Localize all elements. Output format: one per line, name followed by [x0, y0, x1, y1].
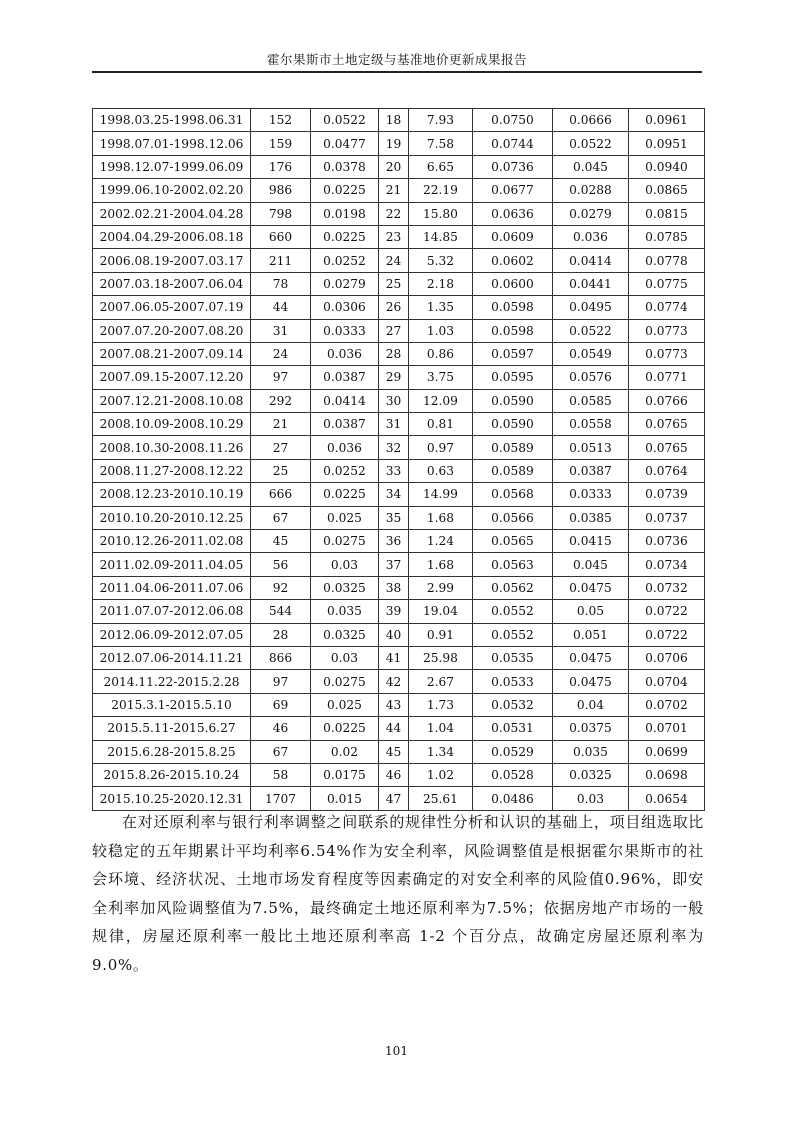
cell-period: 2012.06.09-2012.07.05 — [93, 623, 251, 646]
cell-index: 25 — [379, 272, 409, 295]
cell-period: 1998.03.25-1998.06.31 — [93, 109, 251, 132]
cell-deposit-rate: 0.0279 — [553, 202, 629, 225]
cell-avg-rate: 0.0563 — [473, 553, 553, 576]
table-row — [93, 109, 705, 132]
cell-deposit-rate: 0.045 — [553, 553, 629, 576]
cell-days: 21 — [251, 413, 311, 436]
cell-rate: 0.0325 — [311, 623, 379, 646]
cell-index: 45 — [379, 740, 409, 763]
cell-period: 2007.09.15-2007.12.20 — [93, 366, 251, 389]
cell-avg-rate: 0.0589 — [473, 459, 553, 482]
table-row — [93, 389, 705, 412]
cell-combined-rate: 0.0765 — [629, 413, 705, 436]
cell-deposit-rate: 0.035 — [553, 740, 629, 763]
table-row — [93, 202, 705, 225]
cell-avg-rate: 0.0636 — [473, 202, 553, 225]
table-row — [93, 319, 705, 342]
cell-weighted: 15.80 — [409, 202, 473, 225]
cell-avg-rate: 0.0677 — [473, 179, 553, 202]
cell-combined-rate: 0.0778 — [629, 249, 705, 272]
cell-combined-rate: 0.0765 — [629, 436, 705, 459]
cell-days: 666 — [251, 483, 311, 506]
cell-period: 2015.8.26-2015.10.24 — [93, 763, 251, 786]
cell-index: 43 — [379, 693, 409, 716]
cell-period: 1999.06.10-2002.02.20 — [93, 179, 251, 202]
cell-days: 67 — [251, 740, 311, 763]
table-row — [93, 646, 705, 669]
cell-index: 28 — [379, 342, 409, 365]
cell-weighted: 1.02 — [409, 763, 473, 786]
cell-weighted: 5.32 — [409, 249, 473, 272]
cell-deposit-rate: 0.051 — [553, 623, 629, 646]
cell-days: 159 — [251, 132, 311, 155]
cell-deposit-rate: 0.0666 — [553, 109, 629, 132]
cell-period: 2010.12.26-2011.02.08 — [93, 530, 251, 553]
cell-avg-rate: 0.0597 — [473, 342, 553, 365]
cell-index: 31 — [379, 413, 409, 436]
cell-period: 2007.12.21-2008.10.08 — [93, 389, 251, 412]
interest-rate-table — [92, 108, 705, 811]
table-row — [93, 132, 705, 155]
cell-period: 2015.5.11-2015.6.27 — [93, 717, 251, 740]
cell-combined-rate: 0.0698 — [629, 763, 705, 786]
cell-index: 34 — [379, 483, 409, 506]
cell-weighted: 2.99 — [409, 576, 473, 599]
cell-weighted: 7.93 — [409, 109, 473, 132]
cell-weighted: 25.98 — [409, 646, 473, 669]
cell-index: 22 — [379, 202, 409, 225]
table-row — [93, 763, 705, 786]
cell-period: 2011.07.07-2012.06.08 — [93, 600, 251, 623]
cell-combined-rate: 0.0951 — [629, 132, 705, 155]
cell-days: 92 — [251, 576, 311, 599]
cell-days: 97 — [251, 366, 311, 389]
cell-weighted: 1.34 — [409, 740, 473, 763]
cell-days: 176 — [251, 155, 311, 178]
table-row — [93, 693, 705, 716]
cell-avg-rate: 0.0589 — [473, 436, 553, 459]
table-row — [93, 670, 705, 693]
cell-days: 544 — [251, 600, 311, 623]
cell-period: 2007.06.05-2007.07.19 — [93, 296, 251, 319]
cell-avg-rate: 0.0562 — [473, 576, 553, 599]
cell-deposit-rate: 0.0549 — [553, 342, 629, 365]
cell-weighted: 1.68 — [409, 506, 473, 529]
cell-period: 1998.07.01-1998.12.06 — [93, 132, 251, 155]
cell-period: 2015.3.1-2015.5.10 — [93, 693, 251, 716]
cell-period: 2015.10.25-2020.12.31 — [93, 787, 251, 810]
cell-rate: 0.0225 — [311, 179, 379, 202]
cell-period: 2010.10.20-2010.12.25 — [93, 506, 251, 529]
cell-deposit-rate: 0.0576 — [553, 366, 629, 389]
cell-rate: 0.0333 — [311, 319, 379, 342]
cell-combined-rate: 0.0940 — [629, 155, 705, 178]
cell-combined-rate: 0.0774 — [629, 296, 705, 319]
cell-avg-rate: 0.0532 — [473, 693, 553, 716]
cell-weighted: 1.04 — [409, 717, 473, 740]
cell-rate: 0.035 — [311, 600, 379, 623]
cell-index: 20 — [379, 155, 409, 178]
cell-period: 2008.10.09-2008.10.29 — [93, 413, 251, 436]
table-row — [93, 155, 705, 178]
cell-avg-rate: 0.0598 — [473, 319, 553, 342]
cell-days: 46 — [251, 717, 311, 740]
cell-days: 986 — [251, 179, 311, 202]
cell-days: 67 — [251, 506, 311, 529]
cell-combined-rate: 0.0815 — [629, 202, 705, 225]
cell-index: 33 — [379, 459, 409, 482]
table-row — [93, 272, 705, 295]
cell-avg-rate: 0.0566 — [473, 506, 553, 529]
cell-deposit-rate: 0.0385 — [553, 506, 629, 529]
cell-deposit-rate: 0.0558 — [553, 413, 629, 436]
cell-period: 2008.10.30-2008.11.26 — [93, 436, 251, 459]
cell-rate: 0.036 — [311, 342, 379, 365]
cell-weighted: 25.61 — [409, 787, 473, 810]
cell-avg-rate: 0.0533 — [473, 670, 553, 693]
table-row — [93, 600, 705, 623]
cell-rate: 0.0198 — [311, 202, 379, 225]
table-row — [93, 623, 705, 646]
cell-days: 211 — [251, 249, 311, 272]
cell-rate: 0.0387 — [311, 413, 379, 436]
cell-avg-rate: 0.0600 — [473, 272, 553, 295]
cell-days: 25 — [251, 459, 311, 482]
cell-weighted: 0.86 — [409, 342, 473, 365]
cell-weighted: 0.91 — [409, 623, 473, 646]
cell-weighted: 12.09 — [409, 389, 473, 412]
cell-rate: 0.0414 — [311, 389, 379, 412]
cell-combined-rate: 0.0704 — [629, 670, 705, 693]
cell-deposit-rate: 0.0475 — [553, 576, 629, 599]
cell-index: 29 — [379, 366, 409, 389]
cell-deposit-rate: 0.0387 — [553, 459, 629, 482]
cell-rate: 0.0306 — [311, 296, 379, 319]
body-paragraph: 在对还原利率与银行利率调整之间联系的规律性分析和认识的基础上，项目组选取比较稳定的五年期累计平均利率6.54%作为安全利率，风险调整值是根据霍尔果斯市的社会环境、经济状况、土地市场发育程度等因素确定的对安全利率的风险值0.96%，即安全利率加风险调整值为7.5%，最终确定土地还原利率为7.5%；依据房地产市场的一般规律，房屋还原利率一般比土地还原利率高 1-2 个百分点，故确定房屋还原利率为9.0%。 — [92, 813, 704, 974]
cell-rate: 0.0387 — [311, 366, 379, 389]
cell-avg-rate: 0.0736 — [473, 155, 553, 178]
cell-deposit-rate: 0.0522 — [553, 132, 629, 155]
cell-index: 21 — [379, 179, 409, 202]
cell-days: 24 — [251, 342, 311, 365]
cell-weighted: 0.97 — [409, 436, 473, 459]
cell-deposit-rate: 0.0325 — [553, 763, 629, 786]
cell-days: 78 — [251, 272, 311, 295]
cell-avg-rate: 0.0535 — [473, 646, 553, 669]
cell-combined-rate: 0.0865 — [629, 179, 705, 202]
cell-index: 39 — [379, 600, 409, 623]
cell-deposit-rate: 0.036 — [553, 225, 629, 248]
cell-deposit-rate: 0.0585 — [553, 389, 629, 412]
cell-avg-rate: 0.0598 — [473, 296, 553, 319]
cell-rate: 0.0225 — [311, 483, 379, 506]
cell-weighted: 1.03 — [409, 319, 473, 342]
cell-period: 2008.12.23-2010.10.19 — [93, 483, 251, 506]
cell-weighted: 1.35 — [409, 296, 473, 319]
cell-days: 45 — [251, 530, 311, 553]
cell-index: 44 — [379, 717, 409, 740]
cell-deposit-rate: 0.0333 — [553, 483, 629, 506]
cell-combined-rate: 0.0722 — [629, 600, 705, 623]
cell-combined-rate: 0.0706 — [629, 646, 705, 669]
cell-index: 40 — [379, 623, 409, 646]
cell-period: 2011.02.09-2011.04.05 — [93, 553, 251, 576]
cell-avg-rate: 0.0531 — [473, 717, 553, 740]
cell-avg-rate: 0.0750 — [473, 109, 553, 132]
header-rule — [92, 71, 702, 73]
cell-rate: 0.03 — [311, 553, 379, 576]
cell-combined-rate: 0.0764 — [629, 459, 705, 482]
cell-rate: 0.0279 — [311, 272, 379, 295]
cell-index: 24 — [379, 249, 409, 272]
cell-days: 1707 — [251, 787, 311, 810]
table-row — [93, 436, 705, 459]
cell-weighted: 22.19 — [409, 179, 473, 202]
cell-rate: 0.0175 — [311, 763, 379, 786]
cell-deposit-rate: 0.0475 — [553, 646, 629, 669]
cell-index: 41 — [379, 646, 409, 669]
cell-index: 27 — [379, 319, 409, 342]
cell-period: 2015.6.28-2015.8.25 — [93, 740, 251, 763]
cell-period: 2011.04.06-2011.07.06 — [93, 576, 251, 599]
cell-days: 31 — [251, 319, 311, 342]
table-row — [93, 179, 705, 202]
cell-deposit-rate: 0.045 — [553, 155, 629, 178]
cell-days: 798 — [251, 202, 311, 225]
cell-combined-rate: 0.0739 — [629, 483, 705, 506]
cell-avg-rate: 0.0609 — [473, 225, 553, 248]
cell-period: 2014.11.22-2015.2.28 — [93, 670, 251, 693]
cell-period: 2012.07.06-2014.11.21 — [93, 646, 251, 669]
cell-deposit-rate: 0.0415 — [553, 530, 629, 553]
cell-combined-rate: 0.0773 — [629, 319, 705, 342]
cell-avg-rate: 0.0528 — [473, 763, 553, 786]
cell-index: 30 — [379, 389, 409, 412]
cell-combined-rate: 0.0775 — [629, 272, 705, 295]
cell-days: 56 — [251, 553, 311, 576]
cell-index: 18 — [379, 109, 409, 132]
cell-index: 37 — [379, 553, 409, 576]
cell-rate: 0.025 — [311, 693, 379, 716]
cell-days: 660 — [251, 225, 311, 248]
cell-deposit-rate: 0.0475 — [553, 670, 629, 693]
cell-combined-rate: 0.0961 — [629, 109, 705, 132]
cell-days: 69 — [251, 693, 311, 716]
cell-weighted: 0.63 — [409, 459, 473, 482]
cell-period: 2007.07.20-2007.08.20 — [93, 319, 251, 342]
cell-combined-rate: 0.0732 — [629, 576, 705, 599]
cell-weighted: 1.68 — [409, 553, 473, 576]
table-row — [93, 296, 705, 319]
cell-combined-rate: 0.0736 — [629, 530, 705, 553]
table-row — [93, 787, 705, 810]
cell-rate: 0.036 — [311, 436, 379, 459]
cell-rate: 0.0378 — [311, 155, 379, 178]
cell-avg-rate: 0.0486 — [473, 787, 553, 810]
cell-weighted: 14.99 — [409, 483, 473, 506]
cell-combined-rate: 0.0701 — [629, 717, 705, 740]
cell-days: 152 — [251, 109, 311, 132]
cell-index: 47 — [379, 787, 409, 810]
cell-period: 2007.08.21-2007.09.14 — [93, 342, 251, 365]
cell-days: 58 — [251, 763, 311, 786]
table-row — [93, 225, 705, 248]
cell-weighted: 7.58 — [409, 132, 473, 155]
page-header-title: 霍尔果斯市土地定级与基准地价更新成果报告 — [266, 52, 527, 67]
cell-deposit-rate: 0.0495 — [553, 296, 629, 319]
cell-period: 2006.08.19-2007.03.17 — [93, 249, 251, 272]
cell-days: 97 — [251, 670, 311, 693]
cell-combined-rate: 0.0785 — [629, 225, 705, 248]
table-row — [93, 249, 705, 272]
cell-deposit-rate: 0.03 — [553, 787, 629, 810]
cell-deposit-rate: 0.0522 — [553, 319, 629, 342]
cell-avg-rate: 0.0744 — [473, 132, 553, 155]
cell-combined-rate: 0.0699 — [629, 740, 705, 763]
table-row — [93, 530, 705, 553]
cell-weighted: 1.73 — [409, 693, 473, 716]
table-row — [93, 342, 705, 365]
cell-rate: 0.0522 — [311, 109, 379, 132]
cell-weighted: 14.85 — [409, 225, 473, 248]
cell-combined-rate: 0.0766 — [629, 389, 705, 412]
cell-period: 1998.12.07-1999.06.09 — [93, 155, 251, 178]
cell-index: 36 — [379, 530, 409, 553]
cell-weighted: 2.18 — [409, 272, 473, 295]
cell-combined-rate: 0.0734 — [629, 553, 705, 576]
cell-deposit-rate: 0.05 — [553, 600, 629, 623]
cell-period: 2004.04.29-2006.08.18 — [93, 225, 251, 248]
cell-rate: 0.0477 — [311, 132, 379, 155]
table-row — [93, 459, 705, 482]
cell-days: 292 — [251, 389, 311, 412]
cell-combined-rate: 0.0771 — [629, 366, 705, 389]
cell-rate: 0.02 — [311, 740, 379, 763]
cell-deposit-rate: 0.0441 — [553, 272, 629, 295]
cell-rate: 0.0275 — [311, 670, 379, 693]
cell-rate: 0.0225 — [311, 225, 379, 248]
cell-rate: 0.0252 — [311, 249, 379, 272]
cell-rate: 0.025 — [311, 506, 379, 529]
cell-combined-rate: 0.0722 — [629, 623, 705, 646]
page-number: 101 — [385, 1044, 408, 1058]
table-row — [93, 740, 705, 763]
cell-weighted: 19.04 — [409, 600, 473, 623]
cell-avg-rate: 0.0529 — [473, 740, 553, 763]
cell-deposit-rate: 0.0513 — [553, 436, 629, 459]
cell-index: 32 — [379, 436, 409, 459]
cell-weighted: 2.67 — [409, 670, 473, 693]
cell-weighted: 3.75 — [409, 366, 473, 389]
cell-days: 866 — [251, 646, 311, 669]
table-row — [93, 366, 705, 389]
cell-index: 38 — [379, 576, 409, 599]
cell-index: 26 — [379, 296, 409, 319]
cell-index: 35 — [379, 506, 409, 529]
cell-avg-rate: 0.0568 — [473, 483, 553, 506]
cell-days: 27 — [251, 436, 311, 459]
cell-period: 2007.03.18-2007.06.04 — [93, 272, 251, 295]
cell-weighted: 6.65 — [409, 155, 473, 178]
table-row — [93, 483, 705, 506]
cell-deposit-rate: 0.04 — [553, 693, 629, 716]
cell-index: 42 — [379, 670, 409, 693]
cell-rate: 0.03 — [311, 646, 379, 669]
cell-days: 28 — [251, 623, 311, 646]
cell-combined-rate: 0.0702 — [629, 693, 705, 716]
cell-deposit-rate: 0.0375 — [553, 717, 629, 740]
cell-weighted: 1.24 — [409, 530, 473, 553]
table-row — [93, 413, 705, 436]
cell-deposit-rate: 0.0288 — [553, 179, 629, 202]
table-row — [93, 576, 705, 599]
cell-period: 2002.02.21-2004.04.28 — [93, 202, 251, 225]
table-row — [93, 553, 705, 576]
cell-avg-rate: 0.0590 — [473, 389, 553, 412]
table-row — [93, 506, 705, 529]
cell-days: 44 — [251, 296, 311, 319]
cell-index: 46 — [379, 763, 409, 786]
cell-rate: 0.0275 — [311, 530, 379, 553]
cell-combined-rate: 0.0737 — [629, 506, 705, 529]
cell-rate: 0.0325 — [311, 576, 379, 599]
cell-period: 2008.11.27-2008.12.22 — [93, 459, 251, 482]
cell-avg-rate: 0.0595 — [473, 366, 553, 389]
cell-weighted: 0.81 — [409, 413, 473, 436]
cell-combined-rate: 0.0773 — [629, 342, 705, 365]
cell-rate: 0.0225 — [311, 717, 379, 740]
cell-rate: 0.0252 — [311, 459, 379, 482]
cell-index: 23 — [379, 225, 409, 248]
cell-avg-rate: 0.0552 — [473, 623, 553, 646]
cell-rate: 0.015 — [311, 787, 379, 810]
cell-avg-rate: 0.0552 — [473, 600, 553, 623]
cell-avg-rate: 0.0590 — [473, 413, 553, 436]
cell-avg-rate: 0.0602 — [473, 249, 553, 272]
cell-combined-rate: 0.0654 — [629, 787, 705, 810]
table-row — [93, 717, 705, 740]
cell-deposit-rate: 0.0414 — [553, 249, 629, 272]
cell-index: 19 — [379, 132, 409, 155]
cell-avg-rate: 0.0565 — [473, 530, 553, 553]
